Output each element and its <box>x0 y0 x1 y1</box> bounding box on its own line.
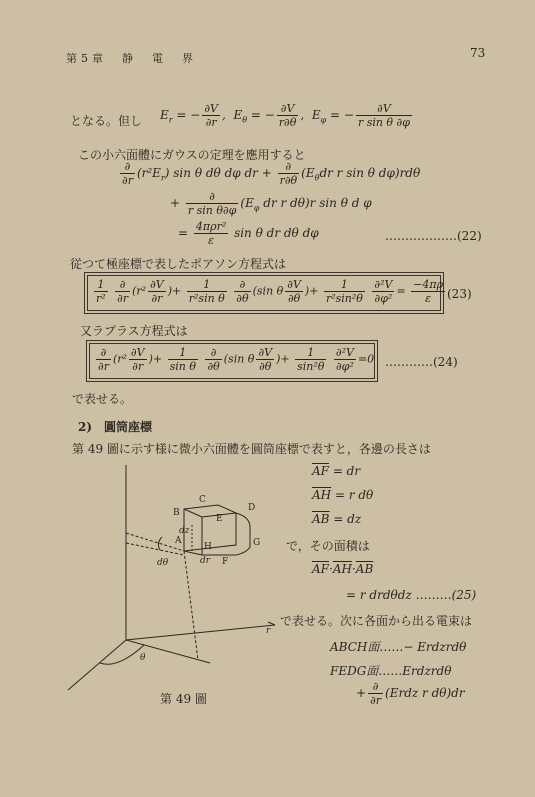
label-c: C <box>199 495 206 505</box>
flux-abch: ABCH面……− Erdzrdθ <box>330 640 467 654</box>
equation-number-22: ………………(22) <box>385 229 482 243</box>
text-line: で表せる。次に各面から出る電束は <box>280 614 473 628</box>
figure-49 <box>60 455 290 705</box>
edge-ab: $\overline{AB}$ = dz <box>312 512 362 526</box>
label-g: G <box>253 538 261 548</box>
section-heading: 2) 圓筒座標 <box>78 420 153 434</box>
label-dtheta: dθ <box>157 558 169 568</box>
page-number: 73 <box>470 46 486 60</box>
y-axis <box>126 625 275 640</box>
area-product: $\overline{AF}\cdot\overline{AH}\cdot\overline{AB}$ <box>312 562 374 576</box>
text-line: 又ラプラス方程式は <box>80 324 188 338</box>
gauss-equation-line-2: + $\frac{\partial}{\text{r sin θ∂φ}}$ ($E_\varphi$ dr r dθ)r sin θ d φ <box>170 190 372 217</box>
label-h: H <box>204 542 212 552</box>
label-theta: θ <box>140 653 146 663</box>
equation-number-24: …………(24) <box>385 355 458 369</box>
text-line: 第 49 圖に示す様に微小六面體を圓筒座標で表すと，各邊の長さは <box>72 442 431 456</box>
label-dz: dz <box>179 526 190 536</box>
poisson-equation: $\frac{1}{\text{r²}}$ $\frac{\partial}{\partial r}$ (r² $\frac{\partial V}{\partial r}$ )+ $\frac{1}{\text{r²sin θ}}$ $\frac{\partial}{\partial\theta}$ (sin θ $\frac{\partial V}{\partial\theta}$ )+ $\frac{1}{\text{r²sin²θ}}$ $\frac{\text{∂²V}}{\text{∂φ²}}$ = $\frac{-4\pi\rho}{\varepsilon}$ <box>96 278 444 305</box>
running-header: 第5章 静 電 界 <box>66 52 197 65</box>
text-line: この小六面體にガウスの定理を應用すると <box>78 148 306 162</box>
x-axis <box>68 640 126 690</box>
flux-fedg: FEDG面……Erdzrdθ <box>330 664 452 678</box>
text-line: 従つて極座標で表したポアソン方程式は <box>70 257 287 271</box>
area-equation-25: = r drdθdz ………(25) <box>346 588 477 602</box>
label-b: B <box>173 508 180 518</box>
label-r: r <box>266 626 271 636</box>
text-line: で，その面積は <box>286 539 370 553</box>
laplace-equation: $\frac{\partial}{\partial r}$ (r² $\frac{\partial V}{\partial r}$ )+ $\frac{1}{\text{sin θ}}$ $\frac{\partial}{\partial\theta}$ (sin θ $\frac{\partial V}{\partial\theta}$ )+ $\frac{1}{\text{sin²θ}}$ $\frac{\text{∂²V}}{\text{∂φ²}}$ =0 <box>98 346 375 373</box>
text-line: で表せる。 <box>72 392 133 406</box>
figure-caption: 第 49 圖 <box>160 692 207 706</box>
flux-derivative: + $\frac{\partial}{\partial r}$ (Erdz r dθ)dr <box>356 680 465 707</box>
label-e: E <box>216 514 223 524</box>
label-f: F <box>222 557 229 567</box>
gauss-equation-line-3: = $\frac{\text{4πρr²}}{\varepsilon}$ sin θ dr dθ dφ <box>178 220 319 247</box>
label-d: D <box>248 503 256 513</box>
text-line: となる。但し <box>70 114 143 128</box>
label-a: A <box>175 536 182 546</box>
gauss-equation-line-1: $\frac{\partial}{\partial r}$ $(r^2E_r)$ sin θ dθ dφ dr + $\frac{\partial}{r\partial\theta}$ ($E_\theta dr$ r sin θ dφ)rdθ <box>122 160 421 187</box>
field-components-equation: $E_r$ = − $\frac{\partial V}{\partial r}$ , $E_\theta$ = − $\frac{\partial V}{r\partial\theta}$ , $E_\varphi$ = − $\frac{\partial V}{\text{r sin θ ∂φ}}$ <box>160 102 410 129</box>
equation-number-23: (23) <box>447 287 472 301</box>
label-dr: dr <box>200 556 211 566</box>
edge-ah: $\overline{AH} = r$ dθ <box>312 488 374 502</box>
edge-af: $\overline{AF}$ = dr <box>312 464 361 478</box>
